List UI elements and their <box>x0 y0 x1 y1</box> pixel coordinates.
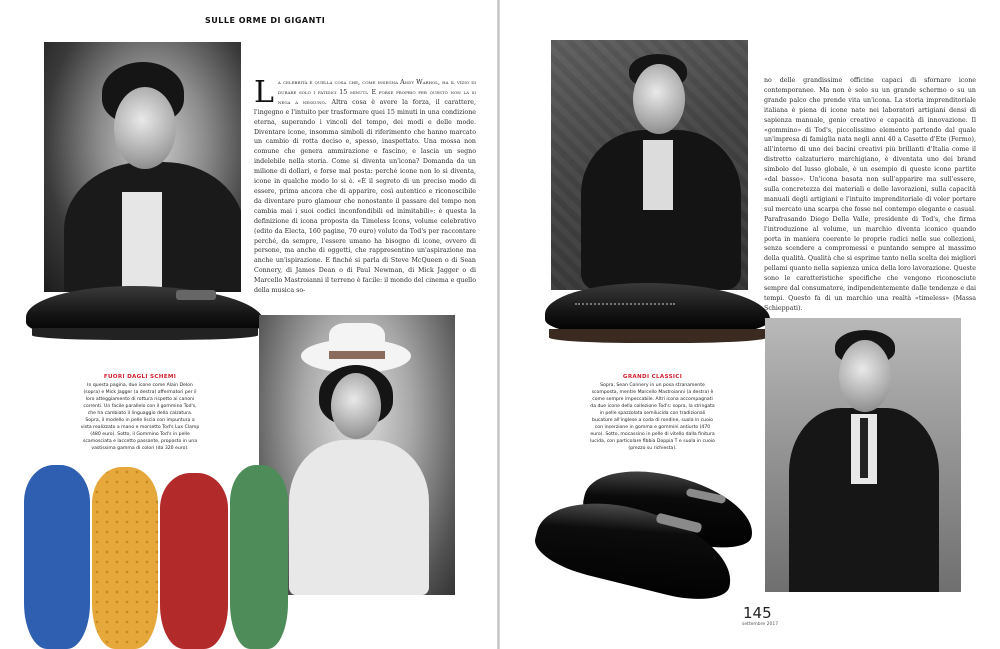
issue-date: settembre 2017 <box>742 622 779 627</box>
photo-marcello-mastroianni <box>765 318 961 592</box>
caption-right-text: Sopra, Sean Connery in un posa stranamente scomposta, mentre Marcello Mastroianni (a destra) è come sempre impeccabile. Altri icona accompagnati da due icone della collezione Tod's: sopra, la stringata in pelle spazzolata semilucida con tradizionali bucature all'inglese a coda di rondine, suola in cuoio con inserzione in gomma e gommini antiurto (470 euro). Sotto, mocassino in pelle di vitello dalla finitura lucida, con particolare fibbia Doppia T e suola in cuoio (prezzo su richiesta). <box>590 383 715 451</box>
caption-left-title: FUORI DAGLI SCHEMI <box>103 374 177 380</box>
article-right-column <box>764 76 976 334</box>
article-dropcap: L <box>254 75 274 110</box>
caption-right-title: GRANDI CLASSICI <box>622 374 683 380</box>
caption-left-text: In questa pagina, due icone come Alain Delon (sopra) e Mick Jagger (a destra) affermatori per il loro atteggiamento di rottura rispetto ai canoni correnti. Un facile parallelo con il gommino Tod's, che ha cambiato il linguaggio della calzatura. Sopra, il modello in pelle liscia con impuntura a vista realizzato a mano e morsetto Tod's Lux Clamp (480 euro). Sotto, il Gommino Tod's in pelle scamosciata e laccetto passante, proposto in una vastissima gamma di colori (da 320 euro). <box>80 383 200 451</box>
photo-suede-gommini <box>22 465 288 649</box>
page-number: 145 <box>743 604 772 622</box>
gommino-blue <box>24 465 90 649</box>
gommino-green <box>230 465 288 649</box>
article-body-right: no delle grandissime officine capaci di sfornare icone contemporanee. Ma non è solo su un grande schermo o su un grande palco che prende vita un'icona. La storia imprenditoriale italiana è piena di icone nate nei laboratori artigiani densi di sapienza manuale, genio creativo e capacità di innovazione. Il «gommino» di Tod's, piccolissimo elemento partendo dal quale un'impresa di famiglia nata negli anni 40 a Casette d'Ete (Fermo), all'interno di uno dei bacini creativi più brillanti d'Italia come il distretto calzaturiero marchigiano, è diventata uno dei brand simbolo del lusso globale, è un esempio di queste icone partite «dal basso». Un'icona basata non sull'apparire ma sull'essere, sulla concretezza dei materiali e delle lavorazioni, sulla capacità manuali degli artigiani e l'intuito imprenditoriale di voler portare sul mercato una scarpa che fosse nel contempo elegante e casual. Parafrasando Diego Della Valle, presidente di Tod's, che firma l'introduzione al volume, un marchio diventa iconico quando porta in maniera coerente le proprie radici nelle sue collezioni, senza scendere a compromessi e puntando sempre al massimo della qualità. Qualità che si esprime tanto nella scelta dei migliori pellami quanto nella sapienza unica della loro lavorazione. Queste sono le caratteristiche specifiche che vengono riconosciute sempre dal consumatore, indipendentemente dalle tendenze e dai tempi. Questo fa di un marchio una realtà «timeless» (Massa Schieppati). <box>764 77 976 312</box>
photo-black-loafer <box>26 276 264 346</box>
page-spine <box>497 0 500 649</box>
caption-left <box>80 373 200 452</box>
article-body-left: Altra cosa è avere la forza, il carattere, l'ingegno e l'intuito per trasformare quei 15 minuti in una condizione eterna, superando i vincoli del tempo, dei modi e delle mode. Diventare icone, insomma simboli di riferimento che hanno marcato un cambio di rotta deciso e, spesso, inaspettato. Una mossa non comune che genera ammirazione e fascino, e lascia un segno indelebile nella storia. Come si diventa un'icona? Domanda da un milione di dollari, e forse mal posta: perché icone non lo si diventa, icone in qualche modo lo si è. «È il segreto di un preciso modo di essere, prima ancora che di apparire, così autentico e riconoscibile da diventare puro glamour che nonostante il passare del tempo non cambia mai i suoi codici inconfondibili ed inimitabili»: è questa la definizione di icona proposta da Timeless Icons, volume celebrativo (edito da Electa, 160 pagine, 70 euro) voluto da Tod's per raccontare perché, da sempre, l'essere umano ha bisogno di icone, ovvero di persone, ma anche di oggetti, che rappresentino un'aspirazione ma anche un'ispirazione. E finché si parla di Steve McQueen o di Sean Connery, di James Dean o di Paul Newman, di Mick Jagger o di Marcello Mastroianni il terreno è facile: il mondo del cinema e quello della musica so- <box>254 98 476 295</box>
section-title: SULLE ORME DI GIGANTI <box>205 16 326 25</box>
article-left-column <box>254 75 476 310</box>
caption-right <box>590 373 715 452</box>
photo-patent-loafers <box>536 470 758 602</box>
article-lead: a celebrità è quella cosa che, come insegna Andy Warhol, ha il vizio di durare solo i fatidici 15 minuti. E forse proprio per questo non la si nega a nessuno. <box>277 79 476 106</box>
photo-alain-delon <box>44 42 241 292</box>
photo-sean-connery <box>551 40 748 290</box>
photo-mick-jagger <box>259 315 455 595</box>
photo-brogue-shoe <box>545 277 770 347</box>
gommino-yellow <box>92 467 158 649</box>
gommino-red <box>160 473 228 649</box>
